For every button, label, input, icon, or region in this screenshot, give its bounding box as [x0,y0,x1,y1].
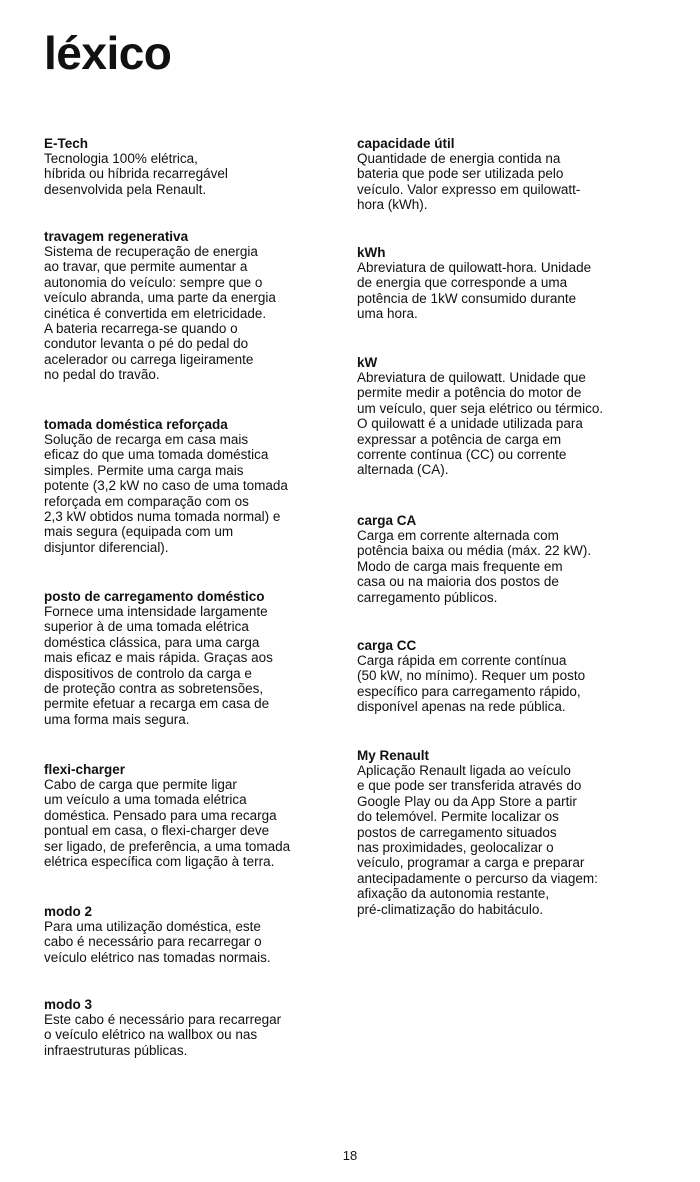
glossary-term: capacidade útil [357,136,455,151]
glossary-entry-etech [44,136,344,197]
glossary-definition: Quantidade de energia contida na bateria que pode ser utilizada pelo veículo. Valor expresso em quilowatt- hora (kWh). [357,151,581,213]
glossary-entry-carga-ca [357,513,662,605]
glossary-term: My Renault [357,748,430,763]
glossary-entry-modo-3 [44,997,344,1058]
glossary-definition: Solução de recarga em casa mais eficaz do que uma tomada doméstica simples. Permite uma carga mais potente (3,2 kW no caso de uma tomada reforçada em comparação com os 2,3 kW obtidos numa tomada normal) e mais segura (equipada com um disjuntor diferencial). [44,432,288,555]
glossary-definition: Tecnologia 100% elétrica, híbrida ou híbrida recarregável desenvolvida pela Renault. [44,151,228,197]
glossary-definition: Abreviatura de quilowatt. Unidade que permite medir a potência do motor de um veículo, quer seja elétrico ou térmico. O quilowatt é a unidade utilizada para expressar a potência de carga em corrente contínua (CC) ou corrente alternada (CA). [357,370,604,478]
glossary-definition: Fornece uma intensidade largamente superior à de uma tomada elétrica doméstica clássica, para uma carga mais eficaz e mais rápida. Graças aos dispositivos de controlo da carga e de proteção contra as sobretensões, permite efetuar a recarga em casa de uma forma mais segura. [44,604,273,727]
glossary-term: carga CA [357,513,417,528]
glossary-entry-kwh [357,245,662,322]
glossary-term: carga CC [357,638,417,653]
glossary-definition: Carga em corrente alternada com potência baixa ou média (máx. 22 kW). Modo de carga mais frequente em casa ou na maioria dos postos de carregamento públicos. [357,528,592,605]
glossary-entry-carga-cc [357,638,662,715]
glossary-entry-modo-2 [44,904,344,965]
glossary-entry-tomada-domestica-reforcada [44,417,344,555]
glossary-entry-capacidade-util [357,136,662,213]
glossary-definition: Sistema de recuperação de energia ao travar, que permite aumentar a autonomia do veículo: sempre que o veículo abranda, uma parte da energia cinética é convertida em eletricidade. A bateria recarrega-se quando o condutor levanta o pé do pedal do acelerador ou carrega ligeiramente no pedal do travão. [44,244,276,383]
glossary-entry-posto-de-carregamento [44,589,344,727]
page-title: léxico [44,27,172,79]
glossary-term: kW [357,355,378,370]
glossary-entry-kw [357,355,662,478]
glossary-term: travagem regenerativa [44,229,189,244]
glossary-entry-travagem-regenerativa [44,229,344,383]
glossary-term: flexi-charger [44,762,126,777]
glossary-definition: Aplicação Renault ligada ao veículo e que pode ser transferida através do Google Play ou da App Store a partir do telemóvel. Permite localizar os postos de carregamento situados nas proximidades, geolocalizar o veículo, programar a carga e preparar antecipadamente o percurso da viagem: afixação da autonomia restante, pré-climatização do habitáculo. [357,763,598,917]
glossary-term: kWh [357,245,386,260]
glossary-entry-my-renault [357,748,662,917]
page-number: 18 [342,1148,358,1163]
glossary-entry-flexi-charger [44,762,344,869]
glossary-term: modo 2 [44,904,93,919]
glossary-definition: Abreviatura de quilowatt-hora. Unidade de energia que corresponde a uma potência de 1kW consumido durante uma hora. [357,260,592,322]
glossary-definition: Este cabo é necessário para recarregar o veículo elétrico na wallbox ou nas infraestruturas públicas. [44,1012,282,1058]
glossary-term: tomada doméstica reforçada [44,417,228,432]
glossary-definition: Carga rápida em corrente contínua (50 kW, no mínimo). Requer um posto específico para carregamento rápido, disponível apenas na rede pública. [357,653,586,715]
glossary-term: E-Tech [44,136,89,151]
glossary-term: posto de carregamento doméstico [44,589,265,604]
glossary-definition: Para uma utilização doméstica, este cabo é necessário para recarregar o veículo elétrico nas tomadas normais. [44,919,271,965]
glossary-definition: Cabo de carga que permite ligar um veículo a uma tomada elétrica doméstica. Pensado para uma recarga pontual em casa, o flexi-charger deve ser ligado, de preferência, a uma tomada elétrica específica com ligação à terra. [44,777,291,870]
glossary-term: modo 3 [44,997,93,1012]
